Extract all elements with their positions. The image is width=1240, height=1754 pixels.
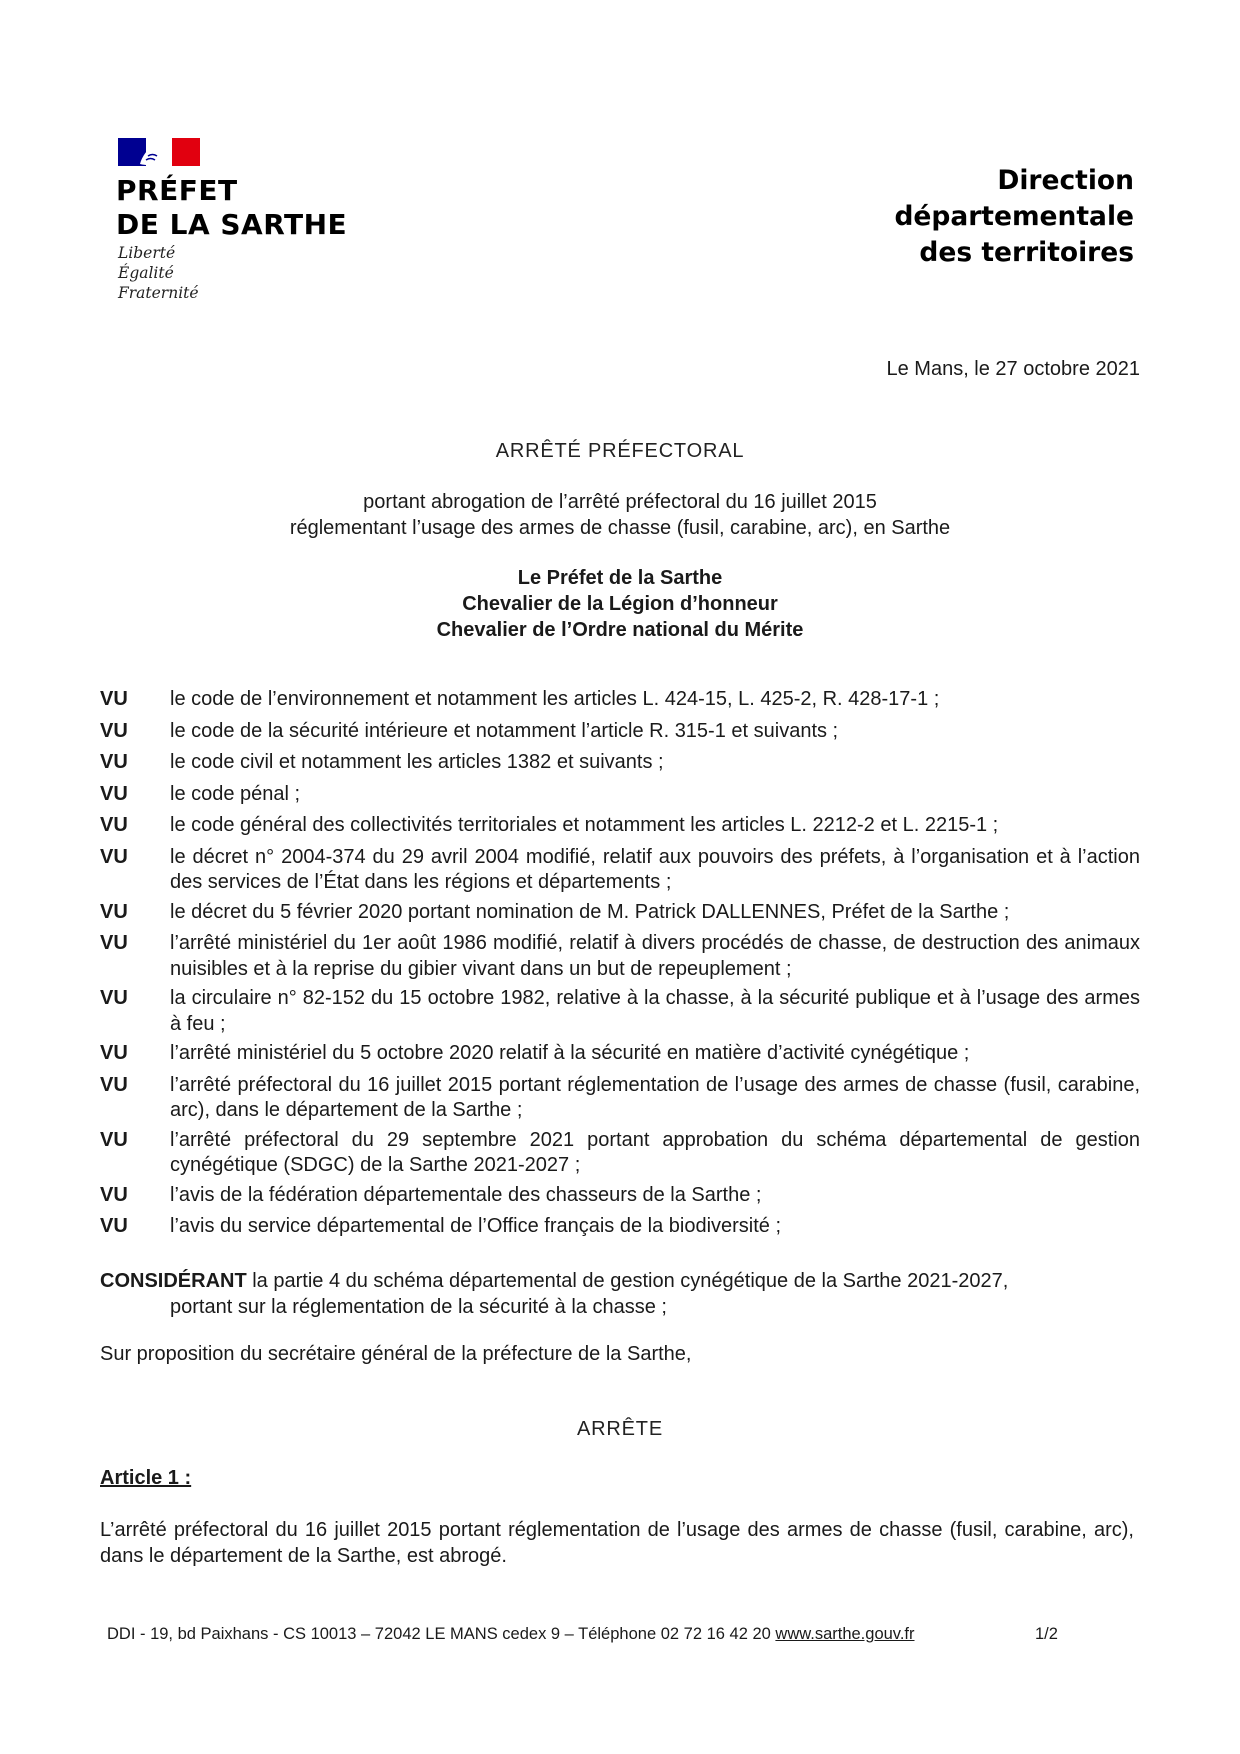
motto-fraternite: Fraternité [118,284,199,302]
direction-line2: départementale [894,201,1134,232]
visa-label: VU [100,1042,128,1064]
org-name [116,174,436,242]
visa-text: le code pénal ; [170,782,301,805]
visa-text: l’arrêté préfectoral du 29 septembre 2021 portant approbation du schéma départemental de gestion cynégétique (SDGC) de la Sarthe 2021-2027 ; [170,1128,1140,1176]
org-name-line1: PRÉFET [116,174,238,207]
visa-text: l’arrêté ministériel du 1er août 1986 modifié, relatif à divers procédés de chasse, de destruction des animaux nuisibles et à la reprise du gibier vivant dans un but de repeuplement ; [170,932,1140,980]
visa-text: l’avis de la fédération départementale des chasseurs de la Sarthe ; [170,1183,762,1206]
visa-label: VU [100,1128,128,1151]
visa-item [100,1041,1140,1067]
visa-item [100,931,1140,982]
prefect-title-line1: Le Préfet de la Sarthe [517,567,723,589]
visa-label: VU [100,751,128,773]
visa-text: le décret n° 2004-374 du 29 avril 2004 modifié, relatif aux pouvoirs des préfets, à l’organisation et à l’action des services de l’État dans les régions et départements ; [170,845,1140,893]
article1-body: L’arrêté préfectoral du 16 juillet 2015 portant réglementation de l’usage des armes de chasse (fusil, carabine, arc), dans le département de la Sarthe, est abrogé. [100,1519,1134,1567]
visa-label: VU [100,1183,128,1206]
footer-address: DDI - 19, bd Paixhans - CS 10013 – 72042 LE MANS cedex 9 – Téléphone 02 72 16 42 20 [107,1625,771,1643]
proposition-line: Sur proposition du secrétaire général de la préfecture de la Sarthe, [100,1343,692,1365]
visa-label: VU [100,1215,128,1237]
date-line: Le Mans, le 27 octobre 2021 [886,358,1140,380]
direction-line1: Direction [997,165,1134,196]
visa-text: le code de l’environnement et notamment les articles L. 424-15, L. 425-2, R. 428-17-1 ; [170,688,940,710]
visa-text: l’avis du service départemental de l’Office français de la biodiversité ; [170,1215,782,1237]
considerant-label: CONSIDÉRANT [100,1270,247,1292]
visa-item [100,1128,1140,1179]
visa-text: l’arrêté préfectoral du 16 juillet 2015 portant réglementation de l’usage des armes de chasse (fusil, carabine, arc), dans le département de la Sarthe ; [170,1073,1140,1121]
prefect-titles [0,565,1240,643]
visas-list [100,687,1140,1246]
visa-label: VU [100,688,128,710]
visa-label: VU [100,719,128,742]
footer [107,1625,915,1644]
visa-text: l’arrêté ministériel du 5 octobre 2020 relatif à la sécurité en matière d’activité cynégétique ; [170,1042,970,1064]
visa-label: VU [100,782,128,805]
visa-text: la circulaire n° 82-152 du 15 octobre 1982, relative à la chasse, à la sécurité publique et à l’usage des armes à feu ; [170,987,1140,1035]
direction-block [774,163,1134,271]
visa-item [100,719,1140,745]
visa-item [100,782,1140,808]
considerant-line2: portant sur la réglementation de la sécurité à la chasse ; [170,1296,667,1318]
visa-text: le code civil et notamment les articles 1382 et suivants ; [170,751,664,773]
visa-item [100,1214,1140,1240]
visa-item [100,1183,1140,1209]
considerant [100,1268,1140,1320]
visa-label: VU [100,814,128,836]
document-title: ARRÊTÉ PRÉFECTORAL [495,440,745,462]
motto [118,243,199,303]
visa-item [100,1073,1140,1124]
motto-liberte: Liberté [118,244,176,262]
article1-heading: Article 1 : [100,1467,192,1489]
visa-label: VU [100,900,128,923]
prefect-title-line2: Chevalier de la Légion d’honneur [462,593,778,615]
page-number: 1/2 [1035,1625,1058,1643]
org-name-line2: DE LA SARTHE [116,208,348,241]
subtitle-line2: réglementant l’usage des armes de chasse (fusil, carabine, arc), en Sarthe [289,517,951,539]
visa-item [100,900,1140,926]
prefect-title-line3: Chevalier de l’Ordre national du Mérite [436,619,804,641]
visa-label: VU [100,932,128,954]
visa-text: le code de la sécurité intérieure et notamment l’article R. 315-1 et suivants ; [170,719,839,742]
visa-item [100,986,1140,1037]
visa-label: VU [100,845,128,868]
considerant-line1: la partie 4 du schéma départemental de gestion cynégétique de la Sarthe 2021-2027, [252,1270,1009,1292]
arrete-heading: ARRÊTE [577,1418,663,1440]
visa-text: le décret du 5 février 2020 portant nomination de M. Patrick DALLENNES, Préfet de la Sarthe ; [170,900,1010,923]
motto-egalite: Égalité [118,264,174,282]
visa-item [100,845,1140,896]
visa-text: le code général des collectivités territoriales et notamment les articles L. 2212-2 et L. 2215-1 ; [170,814,999,836]
visa-item [100,750,1140,776]
direction-line3: des territoires [919,237,1134,268]
visa-label: VU [100,987,128,1009]
marianne-logo-icon [118,138,200,166]
visa-item [100,687,1140,713]
subtitle-line1: portant abrogation de l’arrêté préfectoral du 16 juillet 2015 [363,491,877,513]
document-subtitle [0,489,1240,541]
footer-website-link[interactable]: www.sarthe.gouv.fr [775,1625,915,1643]
visa-label: VU [100,1073,128,1096]
visa-item [100,813,1140,839]
